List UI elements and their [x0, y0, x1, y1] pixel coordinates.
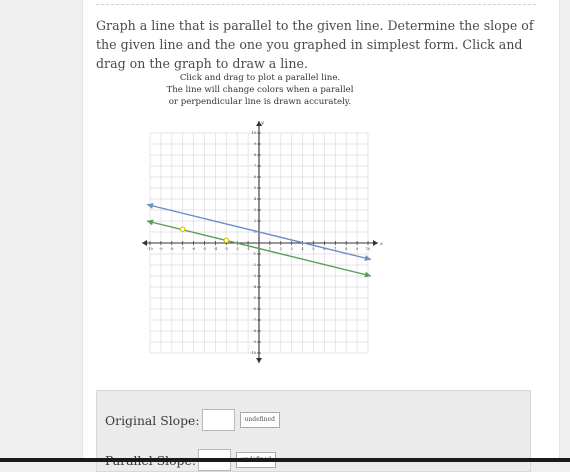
axes: [142, 120, 383, 363]
x-tick-label: -9: [159, 247, 163, 251]
x-tick-label: 7: [334, 247, 337, 251]
original-slope-status: undefined: [240, 412, 280, 428]
y-tick-label: 7: [253, 164, 256, 169]
x-tick-label: 1: [268, 247, 271, 251]
x-tick-label: 5: [312, 247, 315, 251]
y-tick-label: -5: [252, 296, 256, 301]
y-tick-label: 3: [253, 208, 256, 213]
x-tick-label: -4: [213, 247, 218, 251]
x-axis-arrow-right: [373, 240, 378, 246]
x-tick-label: -7: [181, 247, 185, 251]
y-tick-label: -6: [252, 307, 256, 312]
y-tick-label: 6: [253, 175, 256, 180]
x-tick-label: 10: [365, 247, 371, 251]
y-tick-label: 1: [253, 230, 256, 235]
y-axis-label: y: [261, 120, 264, 126]
x-tick-label: -10: [147, 247, 153, 251]
x-tick-label: -1: [246, 247, 250, 251]
divider: [96, 4, 536, 5]
drag-point[interactable]: [224, 238, 228, 242]
y-axis-arrow-down: [256, 358, 262, 363]
x-tick-label: -8: [170, 247, 174, 251]
original-slope-row: [105, 409, 280, 431]
x-tick-label: 8: [345, 247, 348, 251]
y-tick-label: 9: [253, 142, 256, 147]
x-axis-label: x: [380, 241, 383, 247]
y-tick-label: 10: [251, 131, 256, 136]
original-slope-label: Original Slope:: [105, 412, 200, 428]
y-tick-label: -9: [252, 340, 256, 345]
x-tick-label: 3: [290, 247, 293, 251]
y-tick-label: -8: [252, 329, 256, 334]
x-tick-label: 2: [279, 247, 282, 251]
x-tick-label: -2: [235, 247, 239, 251]
y-tick-label: -7: [252, 318, 256, 323]
x-tick-label: 6: [323, 247, 326, 251]
x-tick-label: 4: [301, 247, 304, 251]
y-tick-label: -10: [250, 351, 256, 356]
bottom-border: [0, 458, 570, 462]
caption-line: or perpendicular line is drawn accurately.: [168, 97, 352, 107]
y-tick-label: -4: [252, 285, 256, 290]
y-tick-label: 2: [253, 219, 256, 224]
y-tick-label: -3: [252, 274, 256, 279]
x-tick-label: -3: [224, 247, 228, 251]
original-slope-input[interactable]: [202, 409, 235, 431]
x-axis-arrow-left: [142, 240, 147, 246]
y-tick-label: -2: [252, 263, 256, 268]
x-tick-label: 9: [356, 247, 359, 251]
y-tick-label: 8: [253, 153, 256, 158]
question-prompt: Graph a line that is parallel to the given line. Determine the slope of the given line and the one you graphed in simplest form. Click and drag on the graph to draw a line.: [96, 18, 534, 71]
y-tick-label: 5: [253, 186, 256, 191]
x-tick-label: -5: [202, 247, 207, 251]
y-tick-label: 4: [253, 197, 256, 202]
y-tick-label: -1: [252, 252, 256, 257]
caption-line: Click and drag to plot a parallel line.: [179, 73, 341, 83]
drag-point[interactable]: [181, 227, 185, 231]
coordinate-graph[interactable]: [135, 115, 385, 365]
caption-line: The line will change colors when a parallel: [166, 85, 354, 95]
graph-instructions: [150, 72, 370, 108]
x-tick-label: -6: [191, 247, 196, 251]
